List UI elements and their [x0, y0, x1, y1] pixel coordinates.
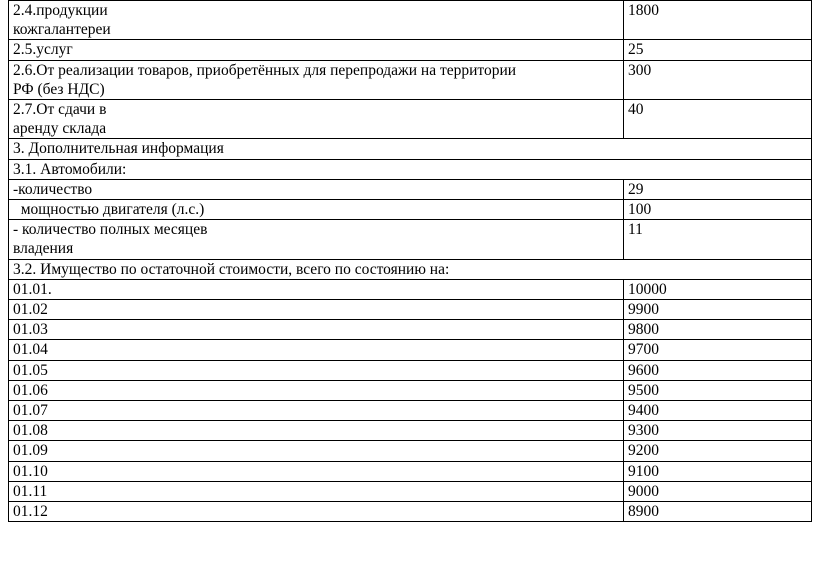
table-row — [9, 259, 812, 279]
row-value: 9000 — [624, 481, 812, 501]
table-row — [9, 421, 812, 441]
row-label: 3.2. Имущество по остаточной стоимости, всего по состоянию на: — [9, 259, 812, 279]
table-row — [9, 179, 812, 199]
table-row — [9, 40, 812, 60]
row-label: 3. Дополнительная информация — [9, 139, 812, 159]
row-label: 01.10 — [9, 461, 624, 481]
table-row — [9, 320, 812, 340]
row-label: мощностью двигателя (л.с.) — [9, 200, 624, 220]
row-label: -количество — [9, 179, 624, 199]
table-row — [9, 279, 812, 299]
row-label: 2.4.продукции кожгалантереи — [9, 1, 624, 40]
row-label: 01.02 — [9, 300, 624, 320]
row-value: 9600 — [624, 360, 812, 380]
row-label: 01.07 — [9, 401, 624, 421]
table-row — [9, 360, 812, 380]
table-row — [9, 481, 812, 501]
row-value: 9400 — [624, 401, 812, 421]
row-label: 2.7.От сдачи в аренду склада — [9, 100, 624, 139]
row-value: 8900 — [624, 502, 812, 522]
data-table — [8, 0, 812, 522]
row-label: 01.05 — [9, 360, 624, 380]
table-row — [9, 60, 812, 99]
table-row — [9, 100, 812, 139]
table-row — [9, 441, 812, 461]
row-value: 9100 — [624, 461, 812, 481]
row-label: 3.1. Автомобили: — [9, 159, 812, 179]
row-value: 9700 — [624, 340, 812, 360]
row-value: 1800 — [624, 1, 812, 40]
table-body — [9, 1, 812, 522]
row-value: 29 — [624, 179, 812, 199]
row-value: 25 — [624, 40, 812, 60]
row-label: 01.08 — [9, 421, 624, 441]
row-value: 9500 — [624, 380, 812, 400]
row-label: 01.06 — [9, 380, 624, 400]
row-label: 01.12 — [9, 502, 624, 522]
row-value: 10000 — [624, 279, 812, 299]
table-row — [9, 502, 812, 522]
table-row — [9, 300, 812, 320]
row-label: 01.09 — [9, 441, 624, 461]
table-row — [9, 139, 812, 159]
table-row — [9, 380, 812, 400]
row-value: 9300 — [624, 421, 812, 441]
row-value: 9800 — [624, 320, 812, 340]
table-row — [9, 340, 812, 360]
row-label: 01.01. — [9, 279, 624, 299]
row-value: 9200 — [624, 441, 812, 461]
row-value: 300 — [624, 60, 812, 99]
table-row — [9, 461, 812, 481]
row-label: 01.04 — [9, 340, 624, 360]
table-row — [9, 159, 812, 179]
row-value: 40 — [624, 100, 812, 139]
table-row — [9, 401, 812, 421]
row-label: - количество полных месяцев владения — [9, 220, 624, 259]
row-value: 100 — [624, 200, 812, 220]
row-label: 01.11 — [9, 481, 624, 501]
row-value: 11 — [624, 220, 812, 259]
row-label: 2.6.От реализации товаров, приобретённых для перепродажи на территории РФ (без НДС) — [9, 60, 624, 99]
table-row — [9, 1, 812, 40]
row-label: 2.5.услуг — [9, 40, 624, 60]
row-value: 9900 — [624, 300, 812, 320]
table-row — [9, 220, 812, 259]
table-row — [9, 200, 812, 220]
row-label: 01.03 — [9, 320, 624, 340]
